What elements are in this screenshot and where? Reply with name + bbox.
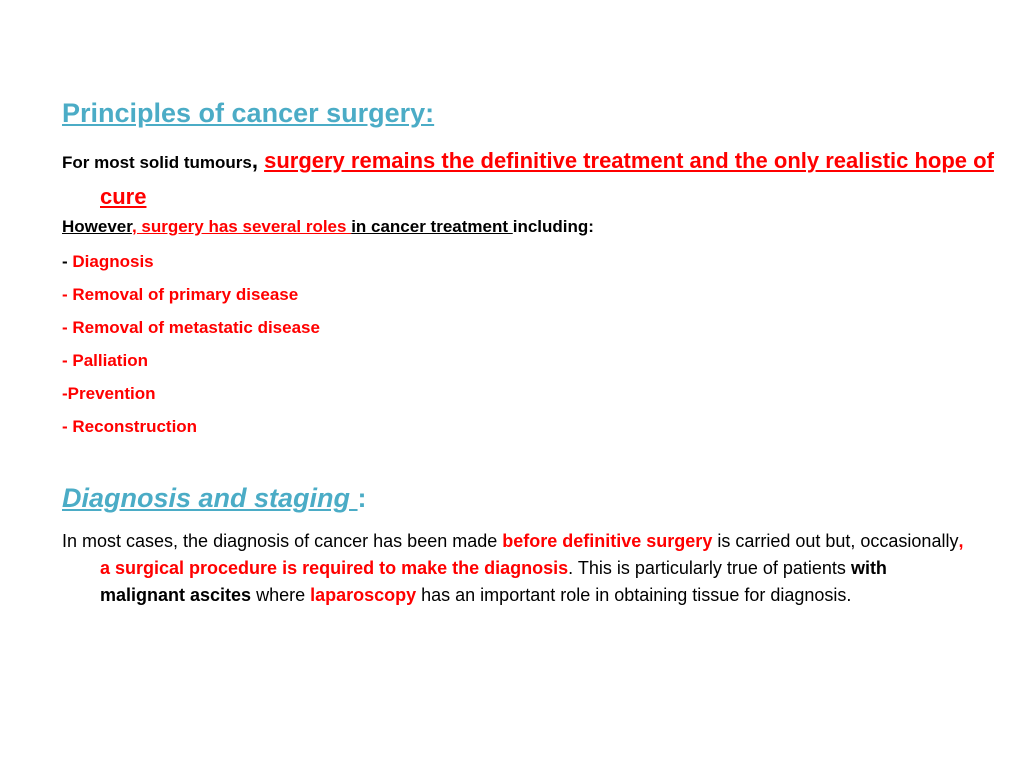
para-bold: with malignant ascites: [100, 558, 887, 605]
intro-lead: For most solid tumours: [62, 153, 252, 172]
diagnosis-paragraph: [62, 528, 972, 609]
diagnosis-title-colon: :: [357, 483, 367, 513]
intro-paragraph: [62, 144, 1000, 216]
however-roles-phrase: , surgery has several roles: [131, 217, 352, 236]
list-item: [62, 316, 320, 349]
list-dash: -: [62, 351, 73, 370]
para-text: . This is particularly true of patients: [568, 558, 851, 578]
however-including: including:: [512, 217, 594, 236]
however-treatment-phrase: in cancer treatment: [351, 217, 513, 236]
list-dash: -: [62, 417, 73, 436]
list-item: [62, 283, 320, 316]
roles-list: [62, 250, 320, 448]
list-dash: -: [62, 252, 73, 271]
para-text: In most cases, the diagnosis of cancer has been made: [62, 531, 503, 551]
para-emphasis: , a surgical procedure is required to make the diagnosis: [100, 531, 964, 578]
para-text: is carried out but, occasionally: [712, 531, 959, 551]
section-title-principles: Principles of cancer surgery:: [62, 98, 435, 128]
list-item-label: Removal of metastatic disease: [72, 318, 320, 337]
list-item-label: Reconstruction: [72, 417, 198, 436]
list-dash: -: [62, 384, 68, 403]
list-dash: -: [62, 285, 73, 304]
list-item: [62, 349, 320, 382]
list-item-label: Diagnosis: [72, 252, 154, 271]
list-dash: -: [62, 318, 73, 337]
list-item: [62, 250, 320, 283]
para-text: has an important role in obtaining tissue for diagnosis.: [416, 585, 852, 605]
diagnosis-title-text: Diagnosis and staging: [62, 483, 358, 513]
intro-comma: ,: [251, 148, 265, 173]
section-title-diagnosis: [62, 483, 367, 514]
para-text: where: [251, 585, 311, 605]
para-emphasis: laparoscopy: [310, 585, 417, 605]
list-item: [62, 415, 320, 448]
list-item: [62, 382, 320, 415]
para-emphasis: before definitive surgery: [502, 531, 713, 551]
list-item-label: Removal of primary disease: [72, 285, 299, 304]
however-word: However: [62, 217, 132, 236]
list-item-label: Palliation: [72, 351, 148, 370]
list-item-label: Prevention: [67, 384, 156, 403]
intro-emphasis: surgery remains the definitive treatment and the only realistic hope of cure: [100, 148, 994, 209]
however-line: [62, 217, 594, 237]
